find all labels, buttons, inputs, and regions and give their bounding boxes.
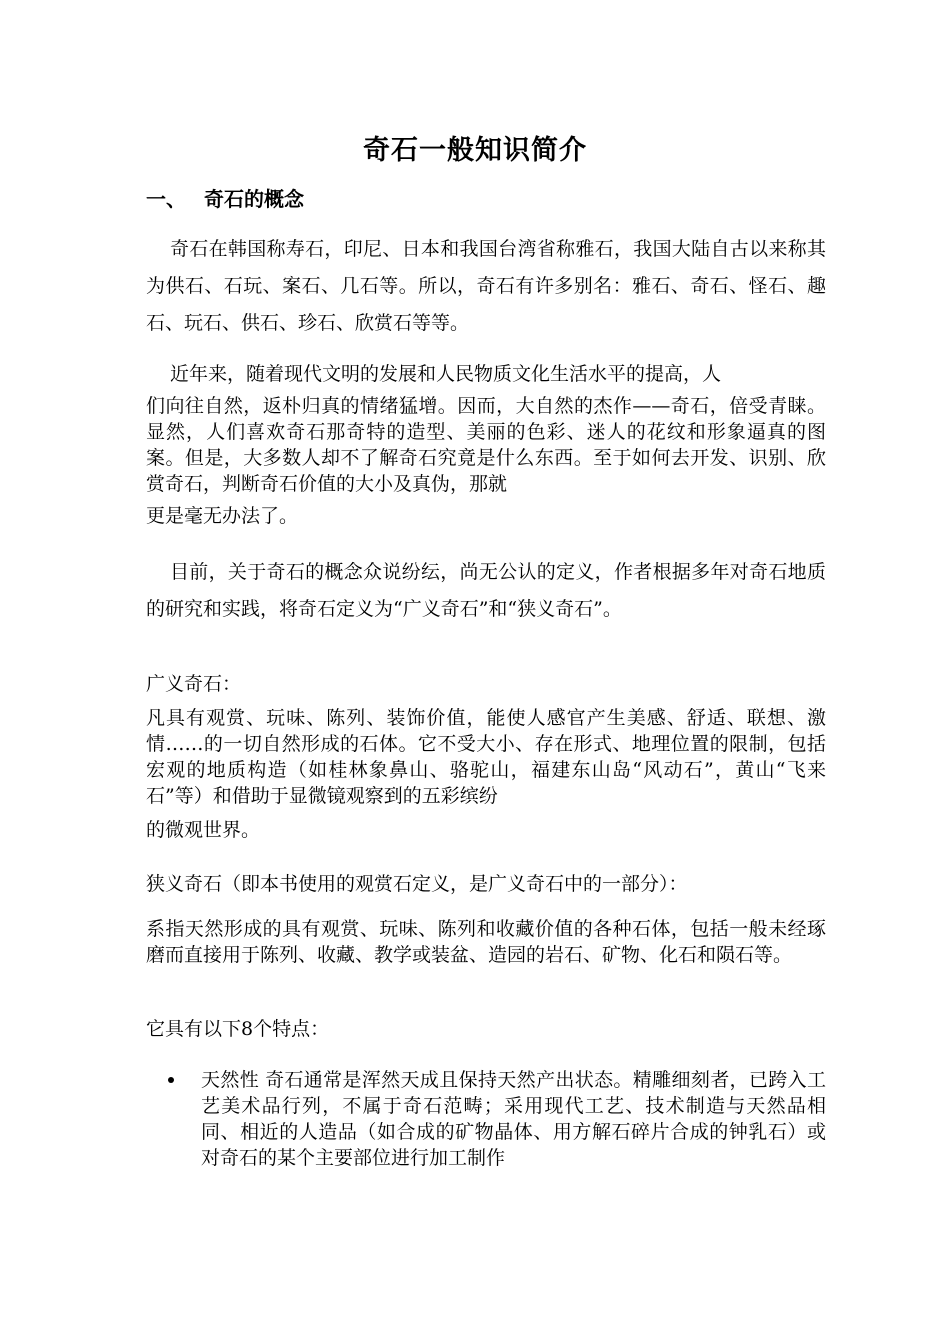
features-intro: 它具有以下8个特点： bbox=[146, 1018, 330, 1040]
paragraph-narrow-definition: 系指天然形成的具有观赏、玩味、陈列和收藏价值的各种石体，包括一般未经琢磨而直接用于陈列、收藏、教学或装盆、造园的岩石、矿物、化石和陨石等。 bbox=[146, 918, 826, 966]
paragraph-popularity-tail: 更是毫无办法了。 bbox=[146, 505, 299, 527]
broad-definition-label: 广义奇石： bbox=[146, 673, 242, 695]
paragraph-alias-names: 奇石在韩国称寿石，印尼、日本和我国台湾省称雅石，我国大陆自古以来称其为供石、石玩、案石、几石等。所以，奇石有许多别名：雅石、奇石、怪石、趣石、玩石、供石、珍石、欣赏石等等。 bbox=[146, 238, 826, 334]
bullet-icon bbox=[168, 1077, 174, 1083]
paragraph-popularity-first-line: 近年来，随着现代文明的发展和人民物质文化生活水平的提高，人 bbox=[170, 363, 722, 385]
feature-text: 奇石通常是浑然天成且保持天然产出状态。精雕细刻者，已跨入工艺美术品行列，不属于奇石范畴；采用现代工艺、技术制造与天然品相同、相近的人造品（如合成的矿物晶体、用方解石碎片合成的钟乳石）或对奇石的某个主要部位进行加工制作 bbox=[201, 1069, 826, 1169]
paragraph-broad-definition bbox=[146, 705, 826, 843]
features-list bbox=[146, 1067, 826, 1171]
section-heading bbox=[146, 185, 304, 213]
section-heading-text: 奇石的概念 bbox=[204, 187, 304, 211]
document-title: 奇石一般知识简介 bbox=[363, 135, 587, 166]
list-item bbox=[146, 1067, 826, 1171]
paragraph-broad-definition-tail: 的微观世界。 bbox=[146, 819, 261, 841]
feature-term: 天然性 bbox=[201, 1069, 260, 1091]
paragraph-definition: 目前，关于奇石的概念众说纷纭，尚无公认的定义，作者根据多年对奇石地质的研究和实践，将奇石定义为“广义奇石”和“狭义奇石”。 bbox=[146, 561, 826, 620]
paragraph-broad-definition-body: 凡具有观赏、玩味、陈列、装饰价值，能使人感官产生美感、舒适、联想、激情……的一切自然形成的石体。它不受大小、存在形式、地理位置的限制，包括宏观的地质构造（如桂林象鼻山、骆驼山，福建东山岛“风动石”，黄山“飞来石”等）和借助于显微镜观察到的五彩缤纷 bbox=[146, 707, 826, 807]
paragraph-popularity-body: 们向往自然，返朴归真的情绪猛增。因而，大自然的杰作——奇石，倍受青睐。显然，人们喜欢奇石那奇特的造型、美丽的色彩、迷人的花纹和形象逼真的图案。但是，大多数人却不了解奇石究竟是什么东西。至于如何去开发、识别、欣赏奇石，判断奇石价值的大小及真伪，那就 bbox=[146, 395, 826, 495]
paragraph-popularity bbox=[146, 355, 826, 535]
section-number: 一、 bbox=[146, 187, 186, 211]
narrow-definition-label: 狭义奇石（即本书使用的观赏石定义，是广义奇石中的一部分）： bbox=[146, 873, 688, 895]
